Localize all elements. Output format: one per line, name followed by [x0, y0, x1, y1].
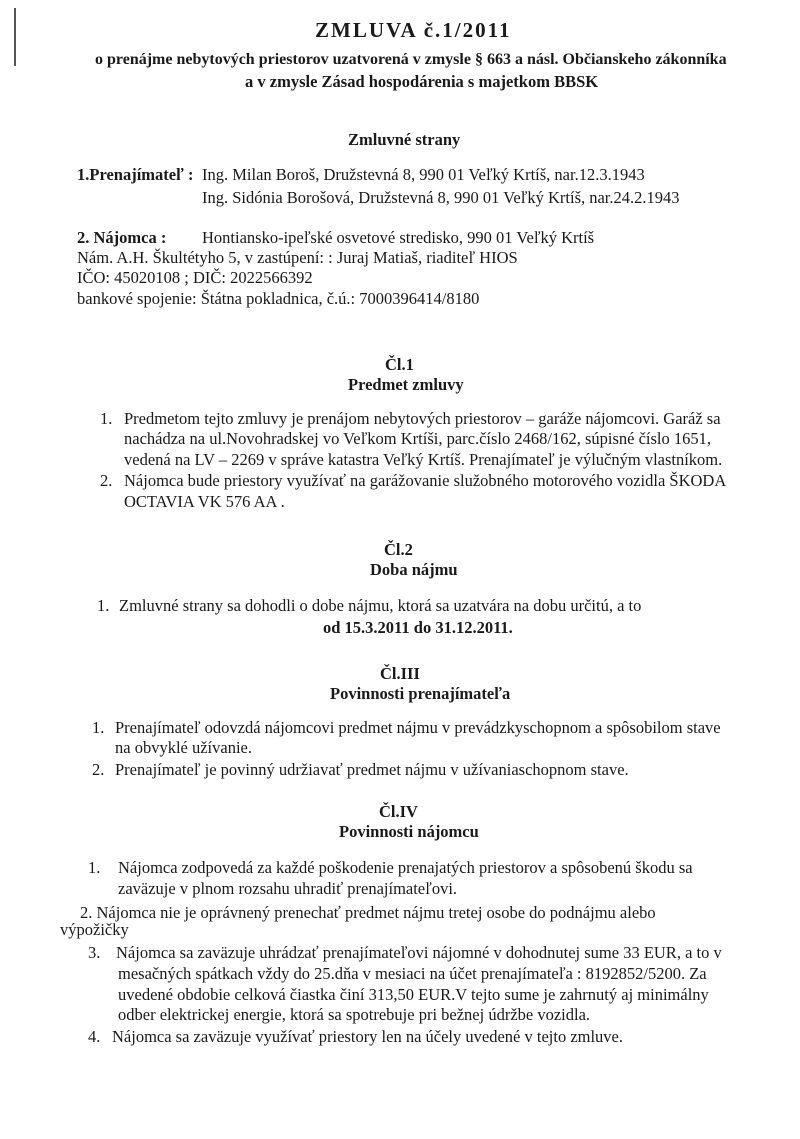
art1-item1-line3: vedená na LV – 2269 v správe katastra Veľký Krtíš. Prenajímateľ je výlučným vlastníkom.	[124, 450, 723, 469]
art3-item1-line1: Prenajímateľ odovzdá nájomcovi predmet nájmu v prevádzkyschopnom a spôsobilom stave	[115, 718, 721, 737]
art2-item1-number: 1.	[97, 596, 110, 615]
art1-item2-line2: OCTAVIA VK 576 AA .	[124, 492, 285, 511]
art4-item1-line2: zaväzuje v plnom rozsahu uhradiť prenajímateľovi.	[118, 879, 458, 898]
art1-item1-line2: nachádza na ul.Novohradskej vo Veľkom Krtíši, parc.číslo 2468/162, súpisné číslo 1651,	[124, 429, 711, 448]
art4-item3-line3: uvedené obdobie celková čiastka činí 313,50 EUR.V tejto sume je zahrnutý aj minimálny	[118, 985, 709, 1004]
art3-item2-number: 2.	[92, 760, 105, 779]
art2-heading: Doba nájmu	[370, 560, 458, 579]
art1-item1-line1: Predmetom tejto zmluvy je prenájom nebytových priestorov – garáže nájomcovi. Garáž sa	[124, 409, 721, 428]
art4-item2-line2: výpožičky	[60, 920, 129, 939]
landlord-label: 1.Prenajímateľ :	[77, 165, 194, 184]
art3-heading: Povinnosti prenajímateľa	[330, 684, 511, 703]
art4-heading: Povinnosti nájomcu	[339, 822, 479, 841]
art2-number: Čl.2	[384, 540, 413, 559]
art2-period: od 15.3.2011 do 31.12.2011.	[323, 618, 513, 637]
tenant-label: 2. Nájomca :	[77, 228, 167, 247]
art4-item3-line1: Nájomca sa zaväzuje uhrádzať prenajímateľovi nájomné v dohodnutej sume 33 EUR, a to v	[116, 943, 722, 962]
tenant-line2: Nám. A.H. Škultétyho 5, v zastúpení: : Juraj Matiaš, riaditeľ HIOS	[77, 248, 518, 267]
document-title: ZMLUVA č.1/2011	[315, 18, 512, 42]
margin-mark	[14, 8, 16, 66]
landlord-line2: Ing. Sidónia Borošová, Družstevná 8, 990 01 Veľký Krtíš, nar.24.2.1943	[202, 188, 680, 207]
art2-item1-line1: Zmluvné strany sa dohodli o dobe nájmu, ktorá sa uzatvára na dobu určitú, a to	[119, 596, 642, 615]
art1-heading: Predmet zmluvy	[348, 375, 464, 394]
tenant-line4: bankové spojenie: Štátna pokladnica, č.ú.: 7000396414/8180	[77, 289, 480, 308]
art4-item3-line4: odber elektrickej energie, ktorá sa spotrebuje pri bežnej údržbe vozidla.	[118, 1005, 591, 1024]
art4-item4-line1: Nájomca sa zaväzuje využívať priestory len na účely uvedené v tejto zmluve.	[112, 1027, 624, 1046]
art3-item1-line2: na obvyklé užívanie.	[115, 738, 252, 757]
art1-item1-number: 1.	[100, 409, 113, 428]
art4-item3-number: 3.	[88, 943, 101, 962]
art1-item2-line1: Nájomca bude priestory využívať na garážovanie služobného motorového vozidla ŠKODA	[124, 471, 727, 490]
tenant-line3: IČO: 45020108 ; DIČ: 2022566392	[77, 268, 313, 287]
art3-number: Čl.III	[380, 664, 420, 683]
parties-heading: Zmluvné strany	[348, 130, 461, 149]
art4-item1-line1: Nájomca zodpovedá za každé poškodenie prenajatých priestorov a spôsobenú škodu sa	[118, 858, 693, 877]
art3-item2-line1: Prenajímateľ je povinný udržiavať predmet nájmu v užívaniaschopnom stave.	[115, 760, 629, 779]
art4-item1-number: 1.	[88, 858, 101, 877]
art1-number: Čl.1	[385, 355, 414, 374]
document-subtitle-line1: o prenájme nebytových priestorov uzatvorená v zmysle § 663 a násl. Občianskeho zákonníka	[95, 51, 727, 68]
art4-item2-line1: 2. Nájomca nie je oprávnený prenechať predmet nájmu tretej osobe do podnájmu alebo	[80, 903, 656, 922]
art4-number: Čl.IV	[379, 802, 418, 821]
tenant-line1: Hontiansko-ipeľské osvetové stredisko, 990 01 Veľký Krtíš	[202, 228, 595, 247]
art4-item3-line2: mesačných spátkach vždy do 25.dňa v mesiaci na účet prenajímateľa : 8192852/5200. Za	[118, 964, 707, 983]
art1-item2-number: 2.	[100, 471, 113, 490]
document-subtitle-line2: a v zmysle Zásad hospodárenia s majetkom BBSK	[245, 72, 599, 91]
art4-item4-number: 4.	[88, 1027, 101, 1046]
art3-item1-number: 1.	[92, 718, 105, 737]
landlord-line1: Ing. Milan Boroš, Družstevná 8, 990 01 Veľký Krtíš, nar.12.3.1943	[202, 165, 645, 184]
